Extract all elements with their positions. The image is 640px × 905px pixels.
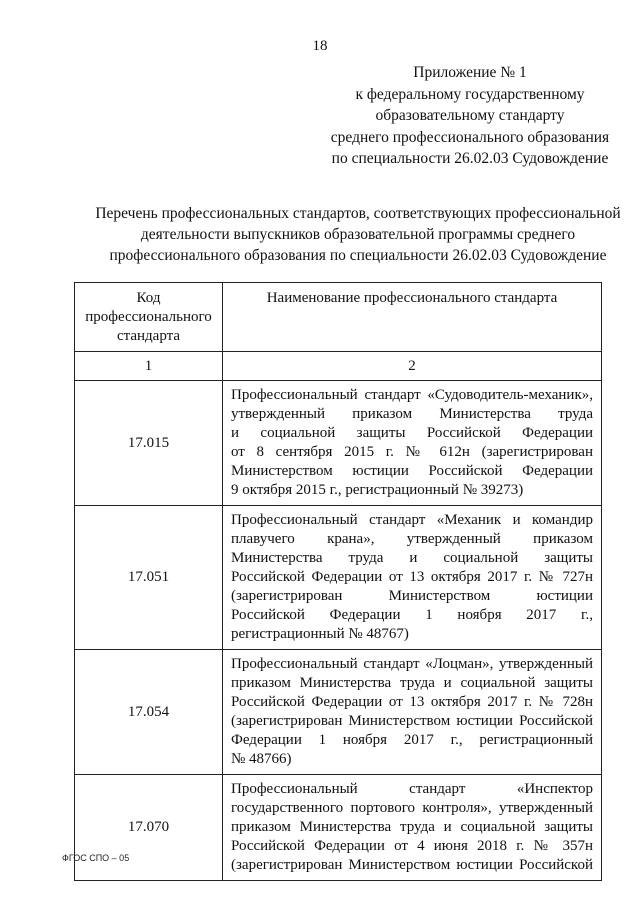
standard-name <box>223 381 602 506</box>
table-row <box>75 506 602 650</box>
text-line: Российской Федерации 1 ноября 2017 г., <box>231 607 593 623</box>
column-number: 1 <box>75 352 223 381</box>
title-line: деятельности выпускников образовательной программы среднего <box>140 226 576 243</box>
text-line: (зарегистрирован Министерством юстиции Российской <box>231 857 593 873</box>
text-line: Профессиональный стандарт «Лоцман», утвержденный <box>231 656 593 672</box>
standard-code: 17.070 <box>75 775 223 881</box>
appendix-line: Приложение № 1 <box>413 64 527 81</box>
standard-name <box>223 775 602 881</box>
column-number-row <box>75 352 602 381</box>
text-line: от 8 сентября 2015 г. № 612н (зарегистрирован <box>231 444 593 460</box>
text-line: государственного портового контроля», утвержденный <box>231 800 593 816</box>
text-line: № 48766) <box>231 751 292 767</box>
standard-code: 17.051 <box>75 506 223 650</box>
text-line: 9 октября 2015 г., регистрационный № 39273) <box>231 482 524 498</box>
appendix-block <box>320 62 620 170</box>
text-line: Министерством юстиции Российской Федерации <box>231 463 593 479</box>
text-line: Российской Федерации от 4 июня 2018 г. № 357н <box>231 838 593 854</box>
text-line: регистрационный № 48767) <box>231 626 409 642</box>
standard-code: 17.054 <box>75 650 223 775</box>
header-code-line: Код <box>136 290 161 306</box>
standards-table <box>74 282 602 881</box>
text-line: Профессиональный стандарт «Судоводитель-механик», <box>231 387 593 403</box>
header-code-line: профессионального <box>85 309 212 325</box>
document-title <box>84 203 632 266</box>
text-line: Профессиональный стандарт «Механик и командир <box>231 512 593 528</box>
text-line: приказом Министерства труда и социальной защиты <box>231 819 593 835</box>
appendix-line: по специальности 26.02.03 Судовождение <box>331 150 609 167</box>
title-line: профессионального образования по специальности 26.02.03 Судовождение <box>109 247 607 264</box>
standard-name <box>223 506 602 650</box>
header-code-line: стандарта <box>116 328 181 344</box>
text-line: приказом Министерства труда и социальной защиты <box>231 675 593 691</box>
table-row <box>75 650 602 775</box>
table-row <box>75 775 602 881</box>
text-line: и социальной защиты Российской Федерации <box>231 425 593 441</box>
text-line: (зарегистрирован Министерством юстиции <box>231 588 593 604</box>
table-header-row <box>75 283 602 352</box>
text-line: утвержденный приказом Министерства труда <box>231 406 593 422</box>
column-number: 2 <box>223 352 602 381</box>
footer-note: ФГОС СПО – 05 <box>62 853 130 863</box>
appendix-line: среднего профессионального образования <box>330 128 610 146</box>
title-line: Перечень профессиональных стандартов, соответствующих профессиональной <box>95 205 621 222</box>
text-line: (зарегистрирован Министерством юстиции Российской <box>231 713 593 729</box>
header-name-cell: Наименование профессионального стандарта <box>223 283 602 352</box>
text-line: плавучего крана», утвержденный приказом <box>231 531 593 547</box>
page-number: 18 <box>312 38 328 54</box>
text-line: Федерации 1 ноября 2017 г., регистрационный <box>231 732 593 748</box>
standard-name <box>223 650 602 775</box>
table-row <box>75 381 602 506</box>
appendix-line: образовательному стандарту <box>375 107 565 124</box>
text-line: Профессиональный стандарт «Инспектор <box>231 781 593 797</box>
text-line: Министерства труда и социальной защиты <box>231 550 593 566</box>
text-line: Российской Федерации от 13 октября 2017 г. № 727н <box>231 569 593 585</box>
header-code-cell <box>75 283 223 352</box>
text-line: Российской Федерации от 13 октября 2017 г. № 728н <box>231 694 593 710</box>
standard-code: 17.015 <box>75 381 223 506</box>
appendix-line: к федеральному государственному <box>355 85 585 103</box>
